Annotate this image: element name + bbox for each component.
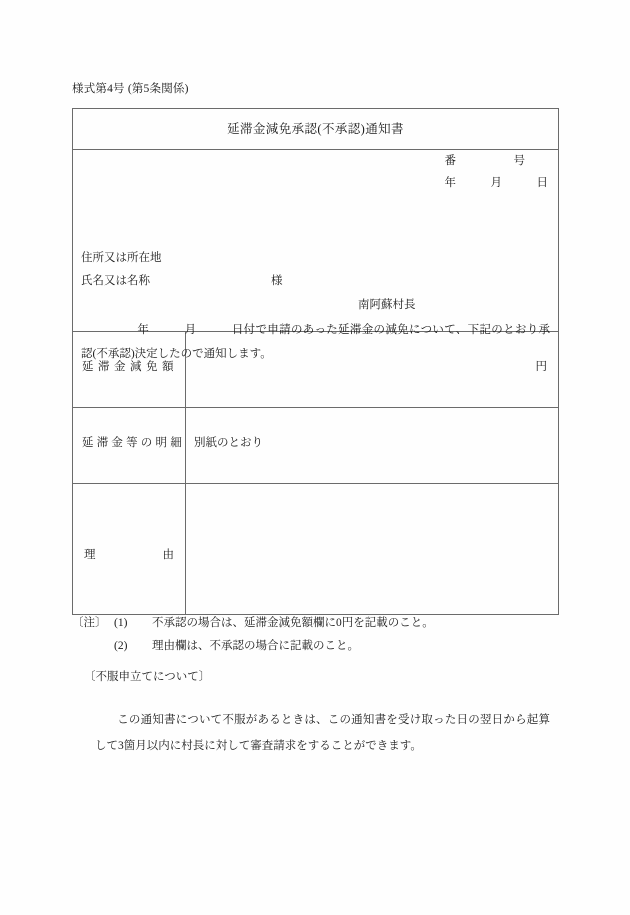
- note-item: [72, 635, 434, 658]
- detail-value-cell[interactable]: [186, 408, 559, 484]
- body-date-blank: 年 月: [137, 324, 232, 336]
- body-text: 日付で申請のあった延滞金の減免について、下記のとおり承認(不承認)決定したので通知します。: [81, 324, 551, 360]
- table-row-reason: [73, 484, 559, 615]
- note-text: 理由欄は、不承認の場合に記載のこと。: [152, 640, 359, 652]
- form-number-label: 様式第4号 (第5条関係): [72, 83, 189, 95]
- recipient-name-label: 氏名又は名称: [81, 275, 150, 287]
- detail-value: 別紙のとおり: [194, 437, 263, 449]
- document-title: 延滞金減免承認(不承認)通知書: [227, 122, 404, 136]
- amount-value-cell[interactable]: [186, 332, 559, 408]
- notification-form-table: [72, 108, 559, 615]
- amount-unit: 円: [535, 361, 548, 373]
- document-date-line: 年 月 日: [444, 177, 549, 189]
- note-item: [72, 612, 434, 635]
- appeal-heading: 〔不服申立てについて〕: [84, 671, 211, 683]
- reason-label: [73, 546, 185, 562]
- table-row-title: [73, 109, 559, 150]
- note-index: (2): [114, 640, 128, 652]
- appeal-paragraph: [95, 707, 550, 759]
- number-and-date-block: [445, 150, 549, 194]
- reason-label-left: 理: [84, 549, 96, 561]
- issuer-name: 南阿蘇村長: [358, 299, 416, 311]
- reason-value-cell[interactable]: [186, 484, 559, 615]
- detail-label-cell: [73, 408, 186, 484]
- detail-label: 延滞金等の明細: [82, 437, 185, 449]
- document-number-line: 番 号: [444, 155, 526, 167]
- reason-label-right: 由: [162, 549, 174, 561]
- title-cell: [73, 109, 559, 150]
- note-text: 不承認の場合は、延滞金減免額欄に0円を記載のこと。: [152, 617, 434, 629]
- amount-label: 延滞金減免額: [82, 361, 178, 373]
- reason-label-cell: [73, 484, 186, 615]
- notes-section: [72, 612, 434, 658]
- notes-tag: 〔注〕: [72, 617, 107, 629]
- table-row-notice: [73, 150, 559, 332]
- recipient-address-label: 住所又は所在地: [81, 252, 162, 264]
- recipient-honorific: 様: [271, 275, 283, 287]
- table-row-detail: [73, 408, 559, 484]
- note-index: (1): [114, 617, 128, 629]
- notice-cell: [73, 150, 559, 360]
- appeal-text: この通知書について不服があるときは、この通知書を受け取った日の翌日から起算して3箇月以内に村長に対して審査請求をすることができます。: [95, 714, 550, 752]
